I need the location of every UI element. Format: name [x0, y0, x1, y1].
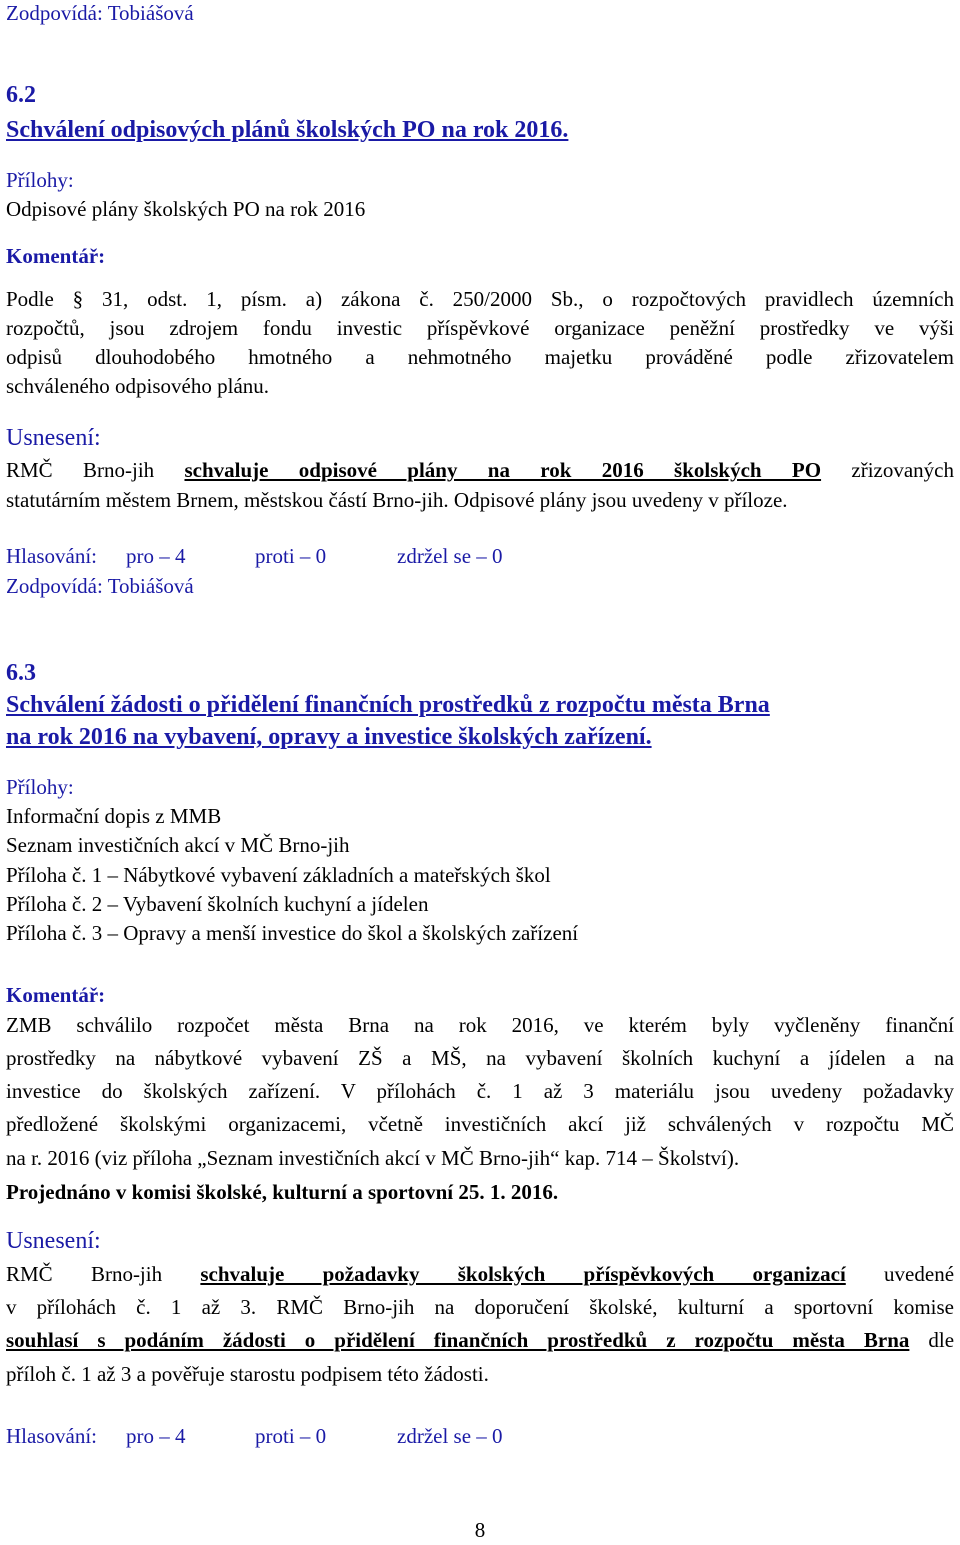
vote-zdrzel: zdržel se – 0 — [397, 1424, 503, 1448]
comment-line: schváleného odpisového plánu. — [6, 374, 270, 398]
comment-line: investice do školských zařízení. V přílohách č. 1 až 3 materiálu jsou uvedeny požadavky — [6, 1079, 954, 1103]
resolution-line-4: příloh č. 1 až 3 a pověřuje starostu podpisem této žádosti. — [6, 1362, 489, 1386]
vote-proti: proti – 0 — [255, 544, 327, 568]
attachment-item: Příloha č. 2 – Vybavení školních kuchyní a jídelen — [6, 892, 429, 916]
comment-bold-note: Projednáno v komisi školské, kulturní a sportovní 25. 1. 2016. — [6, 1180, 559, 1204]
attachment-item: Seznam investičních akcí v MČ Brno-jih — [6, 833, 350, 857]
comment-line: předložené školskými organizacemi, včetně investičních akcí již schválených v rozpočtu MČ — [6, 1112, 954, 1136]
comment-line: rozpočtů, jsou zdrojem fondu investic příspěvkové organizace peněžní prostředky ve výši — [6, 316, 954, 340]
resolution-line-1 — [6, 455, 954, 485]
comment-line: odpisů dlouhodobého hmotného a nehmotného majetku prováděné podle zřizovatelem — [6, 345, 954, 369]
comment-label-6-2: Komentář: — [6, 244, 106, 268]
comment-line: ZMB schválilo rozpočet města Brna na rok 2016, ve kterém byly vyčleněny finanční — [6, 1013, 954, 1037]
resolution-suffix: dle — [928, 1328, 955, 1352]
attachment-item: Informační dopis z MMB — [6, 804, 222, 828]
attachment-item: Odpisové plány školských PO na rok 2016 — [6, 197, 366, 221]
resolution-suffix: uvedené — [884, 1262, 955, 1286]
vote-pro: pro – 4 — [126, 1424, 186, 1448]
vote-label: Hlasování: — [6, 1424, 97, 1448]
item-number-6-2: 6.2 — [6, 82, 36, 108]
attachments-label-6-2: Přílohy: — [6, 168, 74, 192]
resolution-label-6-3: Usnesení: — [6, 1228, 101, 1254]
responsible-top: Zodpovídá: Tobiášová — [6, 1, 194, 25]
resolution-suffix: zřizovaných — [851, 458, 954, 482]
resolution-line-1 — [6, 1259, 954, 1289]
vote-row-6-2 — [6, 541, 954, 571]
comment-line: prostředky na nábytkové vybavení ZŠ a MŠ, na vybavení školních kuchyní a jídelen a na — [6, 1046, 954, 1070]
attachments-label-6-3: Přílohy: — [6, 775, 74, 799]
item-title-6-3-line2: na rok 2016 na vybavení, opravy a investice školských zařízení. — [6, 724, 652, 750]
resolution-line-2: v přílohách č. 1 až 3. RMČ Brno-jih na doporučení školské, kulturní a sportovní komise — [6, 1295, 954, 1319]
attachment-item: Příloha č. 1 – Nábytkové vybavení základních a mateřských škol — [6, 863, 551, 887]
attachment-item: Příloha č. 3 – Opravy a menší investice do škol a školských zařízení — [6, 921, 579, 945]
resolution-prefix: RMČ Brno-jih — [6, 1262, 163, 1286]
vote-label: Hlasování: — [6, 544, 97, 568]
resolution-line-3 — [6, 1325, 954, 1355]
resolution-action: souhlasí s podáním žádosti o přidělení finančních prostředků z rozpočtu města Brna — [6, 1328, 910, 1352]
item-number-6-3: 6.3 — [6, 660, 36, 686]
comment-line: na r. 2016 (viz příloha „Seznam investičních akcí v MČ Brno-jih“ kap. 714 – Školství). — [6, 1146, 740, 1170]
vote-proti: proti – 0 — [255, 1424, 327, 1448]
responsible: Zodpovídá: Tobiášová — [6, 574, 194, 598]
resolution-action: schvaluje odpisové plány na rok 2016 školských PO — [184, 458, 822, 482]
resolution-action: schvaluje požadavky školských příspěvkových organizací — [200, 1262, 846, 1286]
page-number: 8 — [474, 1518, 486, 1542]
resolution-line-2: statutárním městem Brnem, městskou částí Brno-jih. Odpisové plány jsou uvedeny v příloze. — [6, 488, 788, 512]
vote-row-6-3 — [6, 1421, 954, 1451]
resolution-prefix: RMČ Brno-jih — [6, 458, 155, 482]
comment-line: Podle § 31, odst. 1, písm. a) zákona č. 250/2000 Sb., o rozpočtových pravidlech územních — [6, 287, 954, 311]
item-title-6-2: Schválení odpisových plánů školských PO na rok 2016. — [6, 117, 569, 143]
comment-label-6-3: Komentář: — [6, 983, 106, 1007]
vote-zdrzel: zdržel se – 0 — [397, 544, 503, 568]
item-title-6-3-line1: Schválení žádosti o přidělení finančních prostředků z rozpočtu města Brna — [6, 692, 770, 718]
vote-pro: pro – 4 — [126, 544, 186, 568]
resolution-label-6-2: Usnesení: — [6, 425, 101, 451]
